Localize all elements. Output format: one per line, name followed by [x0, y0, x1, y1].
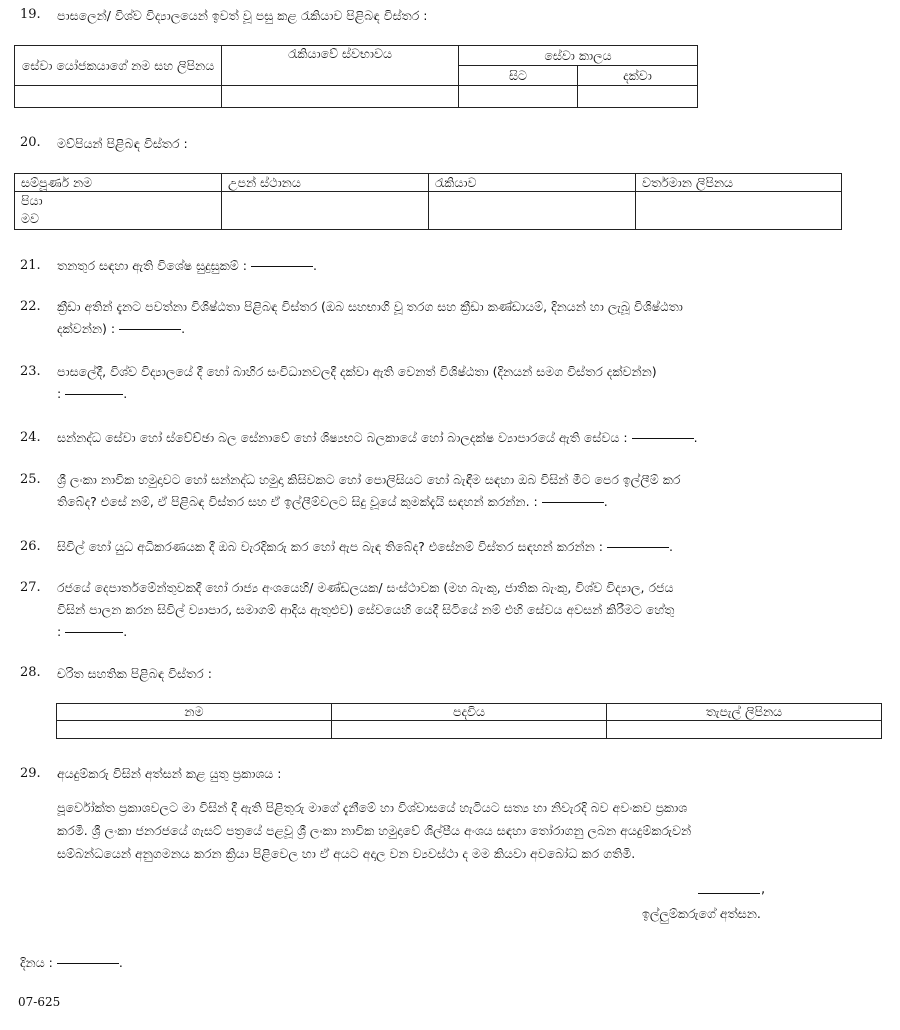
q20-number: 20. [20, 135, 41, 150]
answer-blank [65, 394, 123, 395]
answer-blank [119, 329, 181, 330]
q26-line: සිවිල් හෝ යුධ අධිකරණයක දී ඔබ වැරදිකරු කර හෝ ඇප බැඳ තිබේද? එසේනම් විස්තර සඳහන් කරන්න : . [57, 539, 673, 554]
birthplace-header: උපන් ස්ථානය [222, 174, 429, 192]
answer-blank [251, 266, 313, 267]
q26-number: 26. [20, 539, 41, 554]
answer-blank [542, 502, 604, 503]
signature-label: ඉල්ලුම්කරුගේ අත්සන. [642, 906, 761, 921]
q22-number: 22. [20, 299, 41, 314]
answer-blank [607, 547, 669, 548]
q22-line2-row: දක්වන්න) : . [57, 321, 186, 336]
certificate-cell [607, 721, 882, 739]
parents-table [14, 173, 842, 230]
q25-line2: තිබේද? එසේ නම්, ඒ පිළිබඳ විස්තර සහ ඒ ඉල්ලීම්වලට සිදු වූයේ කුමක්දැයි සඳහන් කරන්න. : [57, 494, 538, 509]
answer-blank [632, 438, 694, 439]
answer-blank [65, 632, 123, 633]
period-to-header: දක්වා [578, 66, 698, 86]
q21-text: තනතුර සඳහා ඇති විශේෂ සුදුසුකම් : [57, 258, 247, 273]
parents-cell [429, 192, 636, 230]
date-label: දිනය : [20, 955, 53, 970]
current-address-header: වර්තමාන ලිපිනය [636, 174, 842, 192]
q27-line2: විසින් පාලන කරන සිවිල් ව්‍යාපාර, සමාගම් ආදිය ඇතුළුව) සේවයෙහි යෙදී සිටියේ නම් එහි සේවය අවසන් කිරීමට හේතු [57, 602, 675, 617]
full-name-header: සම්පූර්ණ නම [15, 174, 222, 192]
parents-cell [222, 192, 429, 230]
postal-address-header: තැපැල් ලිපිනය [607, 704, 882, 721]
declaration-paragraph [57, 796, 691, 865]
q22-line2: දක්වන්න) : [57, 321, 116, 336]
employment-cell [459, 86, 578, 108]
date-blank [57, 963, 119, 964]
footer-code: 07-625 [18, 995, 61, 1009]
certificate-cell [57, 721, 332, 739]
parent-names-cell [15, 192, 222, 230]
q27-text [57, 577, 674, 643]
q25-line2-row: තිබේද? එසේ නම්, ඒ පිළිබඳ විස්තර සහ ඒ ඉල්ලීම්වලට සිදු වූයේ කුමක්දැයි සඳහන් කරන්න. : . [57, 494, 608, 509]
declaration-line1: පූර්වෝක්ත ප්‍රකාශවලට මා විසින් දී ඇති පිළිතුරු මාගේ දැනීමේ හා විශ්වාසයේ හැටියට සත්‍ය හා නිවැරදි බව අවංකව ප්‍රකාශ [57, 800, 688, 815]
q21-line: තනතුර සඳහා ඇති විශේෂ සුදුසුකම් : . [57, 258, 317, 273]
q22-line1: ක්‍රීඩා අතින් දැනට පවත්නා විශිෂ්ඨතා පිළිබඳ විස්තර (ඔබ සහභාගි වූ තරග සහ ක්‍රීඩා කණ්ඩායම්, දිනයන් හා ලැබූ විශිෂ්ඨතා [57, 299, 683, 314]
q28-number: 28. [20, 665, 41, 680]
q23-number: 23. [20, 364, 41, 379]
q21-number: 21. [20, 258, 41, 273]
q26-text: සිවිල් හෝ යුධ අධිකරණයක දී ඔබ වැරදිකරු කර හෝ ඇප බැඳ තිබේද? එසේනම් විස්තර සඳහන් කරන්න : [57, 539, 603, 554]
q23-line2-row: : . [57, 386, 128, 401]
q27-line3-row: : . [57, 624, 128, 639]
signature-comma: , [761, 882, 766, 897]
parents-cell [636, 192, 842, 230]
occupation-header: රැකියාව [429, 174, 636, 192]
declaration-line2: කරමි. ශ්‍රී ලංකා ජනරජයේ ගැසට් පත්‍රයේ පළවූ ශ්‍රී ලංකා නාවික හමුදාවේ ශිල්පීය අංශය සඳහා තෝරාගනු ලබන අයදුම්කරුවන් [57, 823, 692, 838]
employment-cell [578, 86, 698, 108]
q19-text: පාසලෙන්/ විශ්ව විද්‍යාලයෙන් ඉවත් වූ පසු කළ රැකියාව පිළිබඳ විස්තර : [57, 8, 428, 23]
certificate-cell [332, 721, 607, 739]
q22-text [57, 296, 683, 340]
q25-line1: ශ්‍රී ලංකා නාවික හමුදාවට හෝ සන්නද්ධ හමුදා කිසිවකට හෝ පොලිසියට හෝ බැඳීම සඳහා ඔබ විසින් මීට පෙර ඉල්ලීම් කර [57, 472, 681, 487]
q24-line: සන්නද්ධ සේවා හෝ ස්වේච්ඡා බල සේනාවේ හෝ ශිෂ්‍යභට බලකායේ හෝ බාලදක්ෂ ව්‍යාපාරයේ ඇති සේවය : . [57, 430, 698, 445]
period-from-header: සිට [459, 66, 578, 86]
employer-name-header: සේවා යෝජකයාගේ නම සහ ලිපිනය [15, 46, 222, 86]
designation-header: පදවිය [332, 704, 607, 721]
q19-number: 19. [20, 7, 41, 22]
character-certificate-table [56, 703, 882, 739]
declaration-line3: සම්බන්ධයෙන් අනුගමනය කරන ක්‍රියා පිළිවෙල හා ඒ අයට අදාල වන ව්‍යවස්ථා ද මම කියවා අවබෝධ කර ගතිමි. [57, 846, 636, 861]
q25-text [57, 469, 680, 513]
employment-table [14, 45, 698, 108]
q27-line1: රජයේ දෙපාර්තමේන්තුවකදී හෝ රාජ්‍ය අංශයෙහි/ මණ්ඩලයක/ සංස්ථාවක (මහ බැංකු, ජාතික බැංකු, විශ්ව විද්‍යාල, රජය [57, 580, 674, 595]
q24-text: සන්නද්ධ සේවා හෝ ස්වේච්ඡා බල සේනාවේ හෝ ශිෂ්‍යභට බලකායේ හෝ බාලදක්ෂ ව්‍යාපාරයේ ඇති සේවය : [57, 430, 628, 445]
q23-text [57, 361, 657, 405]
q27-line3: : [57, 624, 62, 639]
q29-text: අයදුම්කරු විසින් අත්සන් කළ යුතු ප්‍රකාශය : [57, 766, 282, 781]
q29-number: 29. [20, 766, 41, 781]
q23-line2: : [57, 386, 62, 401]
q25-number: 25. [20, 472, 41, 487]
signature-line [698, 893, 760, 894]
job-nature-header: රැකියාවේ ස්වභාවය [222, 46, 459, 86]
q24-number: 24. [20, 430, 41, 445]
q28-text: චරිත සහතික පිළිබඳ විස්තර : [57, 666, 212, 681]
employment-cell [15, 86, 222, 108]
service-period-header: සේවා කාලය [459, 46, 698, 66]
name-header: නම [57, 704, 332, 721]
employment-cell [222, 86, 459, 108]
date-line: දිනය : . [20, 955, 123, 970]
q23-line1: පාසලේදී, විශ්ව විද්‍යාලයේ දී හෝ බාහිර සංවිධානවලදී දක්වා ඇති වෙනත් විශිෂ්ඨතා (දිනයන් සමග විස්තර දක්වන්න) [57, 364, 657, 379]
father-label: පියා [21, 193, 43, 208]
q27-number: 27. [20, 580, 41, 595]
mother-label: මව [21, 211, 39, 226]
q20-text: මව්පියන් පිළිබඳ විස්තර : [57, 136, 188, 151]
